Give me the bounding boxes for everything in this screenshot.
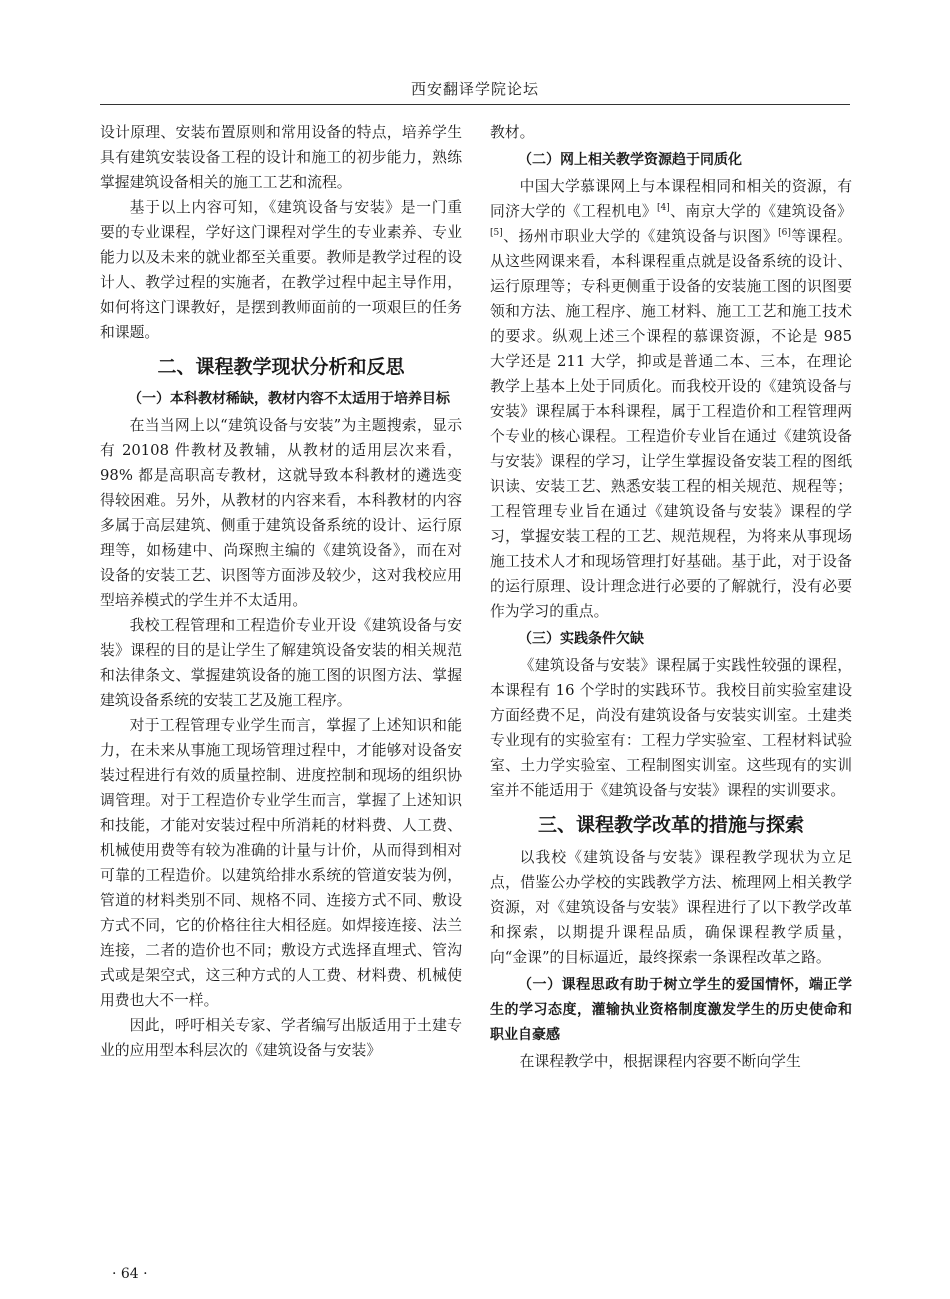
paragraph: 基于以上内容可知，《建筑设备与安装》是一门重要的专业课程，学好这门课程对学生的专业素养、专业能力以及未来的就业都至关重要。教师是教学过程的设计人、教学过程的实施者，在教学过程中起主导作用，如何将这门课教好，是摆到教师面前的一项艰巨的任务和课题。 bbox=[100, 199, 462, 341]
text-run: 、扬州市职业大学的《建筑设备与识图》 bbox=[502, 228, 779, 245]
text-run: 、南京大学的《建筑设备》 bbox=[669, 203, 852, 220]
paragraph: 在课程教学中，根据课程内容要不断向学生 bbox=[519, 1053, 801, 1070]
citation-ref: [5] bbox=[490, 228, 503, 239]
paragraph: 对于工程管理专业学生而言，掌握了上述知识和能力，在未来从事施工现场管理过程中，才能够对设备安装过程进行有效的质量控制、进度控制和现场的组织协调管理。对于工程造价专业学生而言，掌握了上述知识和技能，才能对安装过程中所消耗的材料费、人工费、机械使用费等有较为准确的计量与计价，从而得到相对可靠的工程造价。以建筑给排水系统的管道安装为例，管道的材料类别不同、规格不同、连接方式不同、敷设方式不同，它的价格往往大相径庭。如焊接连接、法兰连接，二者的造价也不同；敷设方式选择直埋式、管沟式或是架空式，这三种方式的人工费、材料费、机械使用费也大不一样。 bbox=[100, 717, 462, 1009]
paragraph: 因此，呼吁相关专家、学者编写出版适用于土建专业的应用型本科层次的《建筑设备与安装》 bbox=[100, 1017, 462, 1059]
section-heading-3: 三、课程教学改革的措施与探索 bbox=[537, 814, 804, 836]
paragraph: 设计原理、安装布置原则和常用设备的特点，培养学生具有建筑安装设备工程的设计和施工的初步能力，熟练掌握建筑设备相关的施工工艺和流程。 bbox=[100, 124, 462, 191]
paragraph: 以我校《建筑设备与安装》课程教学现状为立足点，借鉴公办学校的实践教学方法、梳理网上相关教学资源，对《建筑设备与安装》课程进行了以下教学改革和探索，以期提升课程品质，确保课程教学质量，向“金课”的目标逼近，最终探索一条课程改革之路。 bbox=[490, 849, 852, 966]
subsection-heading-2: （二）网上相关教学资源趋于同质化 bbox=[518, 152, 742, 168]
subsection-heading-3: （三）实践条件欠缺 bbox=[518, 631, 644, 647]
citation-ref: [6] bbox=[778, 228, 791, 239]
page-number: · 64 · bbox=[112, 1266, 148, 1282]
citation-ref: [4] bbox=[657, 203, 670, 214]
section-heading-2: 二、课程教学现状分析和反思 bbox=[157, 356, 405, 378]
subsection-heading-4: （一）课程思政有助于树立学生的爱国情怀，端正学生的学习态度，灌输执业资格制度激发学生的历史使命和职业自豪感 bbox=[490, 977, 852, 1043]
subsection-heading-1: （一）本科教材稀缺，教材内容不太适用于培养目标 bbox=[128, 391, 450, 407]
paragraph: 《建筑设备与安装》课程属于实践性较强的课程，本课程有 16 个学时的实践环节。我校目前实验室建设方面经费不足，尚没有建筑设备与安装实训室。土建类专业现有的实验室有：工程力学实验室、工程材料试验室、土力学实验室、工程制图实训室。这些现有的实训室并不能适用于《建筑设备与安装》课程的实训要求。 bbox=[490, 657, 852, 799]
left-column bbox=[100, 120, 462, 1063]
right-column bbox=[490, 120, 852, 1074]
paragraph-with-citations bbox=[490, 174, 852, 624]
text-run: 中国大学慕课网上与本课程相同和相关的资源，有同济大学的《工程机电》 bbox=[490, 178, 852, 220]
running-header: 西安翻译学院论坛 bbox=[410, 80, 539, 98]
paragraph: 在当当网上以“建筑设备与安装”为主题搜索，显示有 20108 件教材及教辅，从教材的适用层次来看，98% 都是高职高专教材，这就导致本科教材的遴选变得较困难。另外，从教材的内容来看，本科教材的内容多属于高层建筑、侧重于建筑设备系统的设计、运行原理等，如杨建中、尚琛煦主编的《建筑设备》，而在对设备的安装工艺、识图等方面涉及较少，这对我校应用型培养模式的学生并不太适用。 bbox=[100, 417, 462, 609]
header-rule bbox=[100, 104, 850, 105]
text-run: 等课程。从这些网课来看，本科课程重点就是设备系统的设计、运行原理等；专科更侧重于设备的安装施工图的识图要领和方法、施工程序、施工材料、施工工艺和施工技术的要求。纵观上述三个课程的慕课资源，不论是 985 大学还是 211 大学，抑或是普通二本、三本，在理论教学上基本上处于同质化。而我校开设的《建筑设备与安装》课程属于本科课程，属于工程造价和工程管理两个专业的核心课程。工程造价专业旨在通过《建筑设备与安装》课程的学习，让学生掌握设备安装工程的图纸识读、安装工艺、熟悉安装工程的相关规范、规程等；工程管理专业旨在通过《建筑设备与安装》课程的学习，掌握安装工程的工艺、规范规程，为将来从事现场施工技术人才和现场管理打好基础。基于此，对于设备的运行原理、设计理念进行必要的了解就行，没有必要作为学习的重点。 bbox=[490, 228, 852, 620]
paragraph: 教材。 bbox=[490, 124, 535, 141]
paragraph: 我校工程管理和工程造价专业开设《建筑设备与安装》课程的目的是让学生了解建筑设备安装的相关规范和法律条文、掌握建筑设备的施工图的识图方法、掌握建筑设备系统的安装工艺及施工程序。 bbox=[100, 617, 462, 709]
